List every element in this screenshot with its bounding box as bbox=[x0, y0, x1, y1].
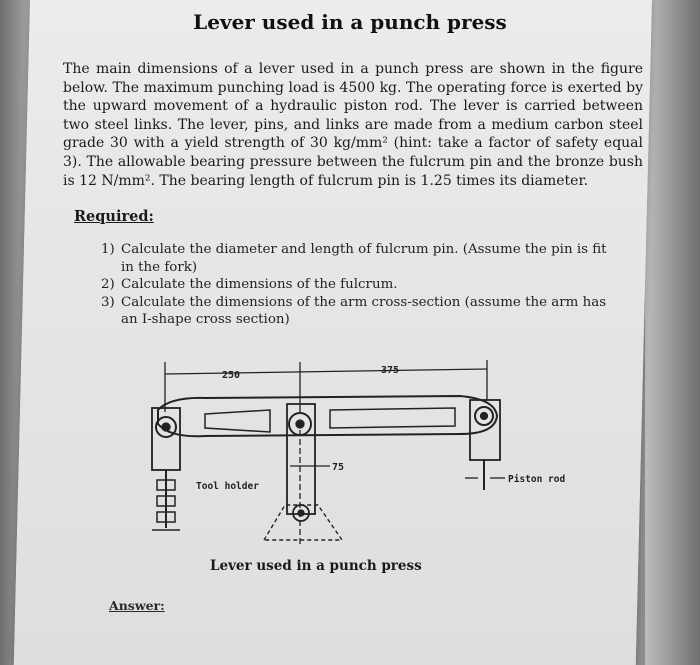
figure-caption: Lever used in a punch press bbox=[210, 558, 422, 574]
dimension-75: 75 bbox=[332, 462, 345, 473]
lever-slot-right bbox=[330, 408, 455, 428]
dimension-375: 375 bbox=[381, 365, 400, 376]
task-item: 1) Calculate the diameter and length of fulcrum pin. (Assume the pin is fit in the fork) bbox=[101, 242, 607, 275]
answer-label: Answer: bbox=[109, 598, 165, 613]
task-item: 3) Calculate the dimensions of the arm cross-section (assume the arm has an I-shape cross section) bbox=[101, 294, 607, 327]
problem-statement: The main dimensions of a lever used in a punch press are shown in the figure below. The maximum punching load is 4500 kg. The operating force is exerted by the upward movement of a hydraulic piston rod. The lever is carried between two steel links. The lever, pins, and links are made from a medium carbon steel grade 30 with a yield strength of 30 kg/mm² (hint: take a factor of safety equal 3). The allowable bearing pressure between the fulcrum pin and the bronze bush is 12 N/mm². The bearing length of fulcrum pin is 1.25 times its diameter. bbox=[63, 61, 643, 189]
lever-body bbox=[158, 396, 497, 436]
task-item: 2) Calculate the dimensions of the fulcrum. bbox=[101, 277, 398, 292]
required-heading: Required: bbox=[74, 208, 154, 225]
lever-slot-left bbox=[205, 410, 270, 432]
dimension-250: 250 bbox=[222, 370, 241, 381]
tool-holder-label: Tool holder bbox=[196, 481, 259, 492]
document-title: Lever used in a punch press bbox=[193, 10, 507, 34]
piston-rod-label: Piston rod bbox=[508, 474, 566, 485]
dimension-line bbox=[165, 369, 487, 374]
